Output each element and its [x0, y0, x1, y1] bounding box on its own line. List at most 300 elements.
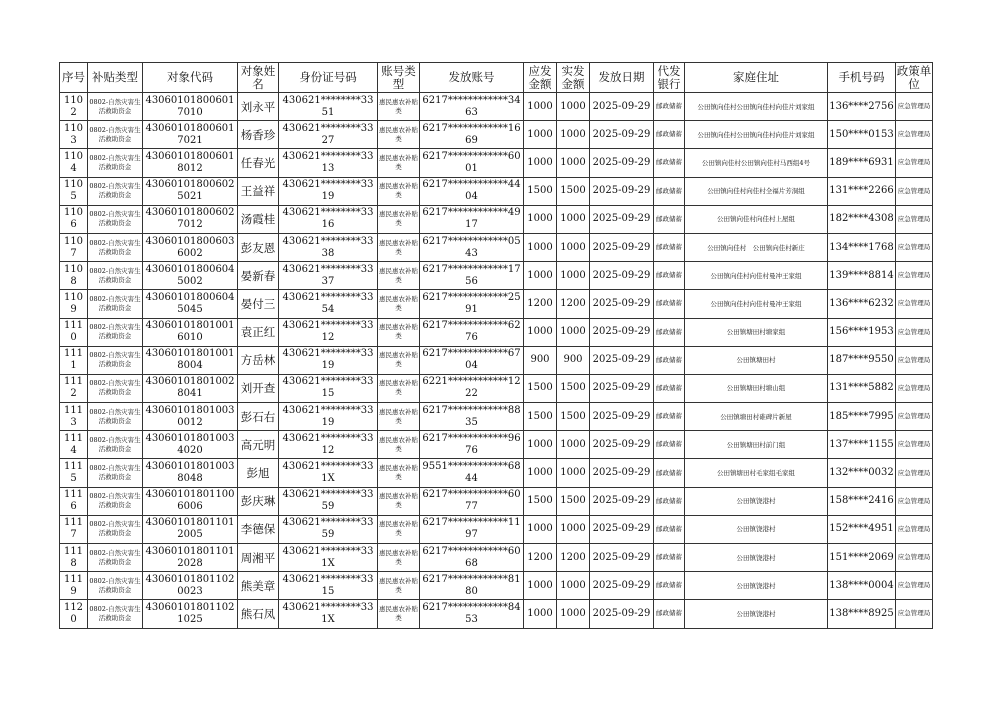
subsidy-type-text: 0802-自然灾害生活救助资金 [89, 153, 141, 171]
id-number-text: 430621********3319 [282, 404, 374, 428]
name-text: 彭石右 [240, 409, 276, 424]
name-cell [238, 205, 279, 233]
object-code-text: 430601018011012028 [145, 545, 235, 569]
paid-amount-text: 1000 [560, 156, 586, 168]
object-code-text: 430601018006018012 [145, 150, 235, 174]
pay-date-text: 2025-09-29 [592, 410, 651, 422]
name-cell [238, 233, 279, 261]
table-row [60, 572, 933, 600]
policy-unit-cell [896, 374, 933, 402]
object-code-cell [143, 459, 238, 487]
account-type-text: 惠民惠农补贴类 [379, 407, 418, 425]
pay-date-text: 2025-09-29 [592, 100, 651, 112]
policy-unit-text: 应急管理局 [897, 158, 931, 167]
account-type-cell [378, 431, 420, 459]
payable-amount-text: 1200 [527, 297, 553, 309]
serial-text: 1113 [63, 404, 84, 428]
payable-amount-text: 1000 [527, 607, 553, 619]
table-row [60, 121, 933, 149]
serial-text: 1105 [63, 179, 84, 203]
account-number-text: 6217************1669 [422, 122, 521, 146]
id-number-text: 430621********3327 [282, 122, 374, 146]
serial-text: 1102 [63, 94, 84, 118]
address-cell [685, 121, 828, 149]
serial-text: 1107 [63, 235, 84, 259]
paid-amount-cell [557, 374, 590, 402]
serial-cell [60, 515, 88, 543]
policy-unit-text: 应急管理局 [897, 524, 931, 533]
phone-text: 139****8814 [829, 269, 894, 281]
paid-amount-cell [557, 544, 590, 572]
phone-text: 152****4951 [829, 523, 894, 535]
payable-amount-cell [524, 487, 557, 515]
policy-unit-cell [896, 290, 933, 318]
paid-amount-text: 1000 [560, 579, 586, 591]
name-cell [238, 149, 279, 177]
serial-cell [60, 431, 88, 459]
name-cell [238, 544, 279, 572]
policy-unit-text: 应急管理局 [897, 214, 931, 223]
address-text: 公田镇饶港村 [736, 525, 776, 534]
object-code-cell [143, 262, 238, 290]
payable-amount-cell [524, 93, 557, 121]
name-cell [238, 318, 279, 346]
name-cell [238, 262, 279, 290]
phone-text: 156****1953 [829, 326, 894, 338]
policy-unit-text: 应急管理局 [897, 299, 931, 308]
serial-cell [60, 205, 88, 233]
table-row [60, 403, 933, 431]
header-cell: 补贴类型 [88, 63, 143, 93]
account-type-cell [378, 318, 420, 346]
table-row [60, 346, 933, 374]
subsidy-type-text: 0802-自然灾害生活救助资金 [89, 294, 141, 312]
subsidy-type-cell [88, 121, 143, 149]
paid-amount-cell [557, 487, 590, 515]
payable-amount-cell [524, 459, 557, 487]
bank-cell [654, 346, 685, 374]
object-code-text: 430601018006017021 [145, 122, 235, 146]
header-cell: 实发金额 [557, 63, 590, 93]
id-number-text: 430621********3313 [282, 150, 374, 174]
name-cell [238, 487, 279, 515]
policy-unit-text: 应急管理局 [897, 609, 931, 618]
subsidy-type-cell [88, 403, 143, 431]
payable-amount-cell [524, 205, 557, 233]
bank-text: 邮政储蓄 [656, 383, 682, 392]
serial-text: 1117 [63, 517, 84, 541]
account-type-text: 惠民惠农补贴类 [379, 323, 418, 341]
account-type-text: 惠民惠农补贴类 [379, 520, 418, 538]
bank-cell [654, 600, 685, 628]
bank-cell [654, 318, 685, 346]
id-number-cell [279, 346, 378, 374]
account-type-text: 惠民惠农补贴类 [379, 379, 418, 397]
subsidy-type-text: 0802-自然灾害生活救助资金 [89, 323, 141, 341]
pay-date-cell [590, 318, 654, 346]
pay-date-text: 2025-09-29 [592, 467, 651, 479]
address-cell [685, 233, 828, 261]
serial-text: 1120 [63, 601, 84, 625]
payable-amount-text: 1000 [527, 269, 553, 281]
subsidy-type-text: 0802-自然灾害生活救助资金 [89, 182, 141, 200]
account-number-text: 6217************3463 [422, 94, 521, 118]
account-type-text: 惠民惠农补贴类 [379, 548, 418, 566]
name-text: 熊石凤 [240, 606, 276, 621]
account-number-cell [420, 290, 524, 318]
address-cell [685, 487, 828, 515]
bank-text: 邮政储蓄 [656, 468, 682, 477]
policy-unit-cell [896, 121, 933, 149]
bank-text: 邮政储蓄 [656, 186, 682, 195]
id-number-text: 430621********3312 [282, 432, 374, 456]
payable-amount-cell [524, 600, 557, 628]
pay-date-text: 2025-09-29 [592, 213, 651, 225]
table-row [60, 487, 933, 515]
serial-text: 1106 [63, 207, 84, 231]
account-number-cell [420, 544, 524, 572]
pay-date-cell [590, 262, 654, 290]
phone-text: 131****2266 [829, 185, 894, 197]
account-type-cell [378, 459, 420, 487]
serial-text: 1116 [63, 489, 84, 513]
object-code-text: 430601018006017010 [145, 94, 235, 118]
address-text: 公田镇塘田村 [736, 356, 776, 365]
name-text: 李德保 [240, 522, 276, 537]
paid-amount-text: 1500 [560, 410, 586, 422]
policy-unit-cell [896, 262, 933, 290]
policy-unit-cell [896, 544, 933, 572]
object-code-text: 430601018010030012 [145, 404, 235, 428]
payable-amount-cell [524, 403, 557, 431]
serial-text: 1110 [63, 320, 84, 344]
account-number-cell [420, 515, 524, 543]
pay-date-cell [590, 205, 654, 233]
payable-amount-text: 1000 [527, 523, 553, 535]
id-number-text: 430621********3315 [282, 376, 374, 400]
policy-unit-text: 应急管理局 [897, 412, 931, 421]
payable-amount-cell [524, 374, 557, 402]
subsidy-type-text: 0802-自然灾害生活救助资金 [89, 407, 141, 425]
object-code-text: 430601018010018004 [145, 348, 235, 372]
phone-cell [828, 149, 896, 177]
pay-date-cell [590, 233, 654, 261]
account-number-cell [420, 177, 524, 205]
paid-amount-cell [557, 403, 590, 431]
phone-cell [828, 431, 896, 459]
address-text: 公田镇塘田村前门组 [726, 440, 786, 449]
bank-cell [654, 121, 685, 149]
table-row [60, 262, 933, 290]
bank-cell [654, 262, 685, 290]
payable-amount-cell [524, 431, 557, 459]
phone-text: 136****2756 [829, 100, 894, 112]
subsidy-type-text: 0802-自然灾害生活救助资金 [89, 520, 141, 538]
name-text: 彭庆琳 [240, 494, 276, 509]
serial-cell [60, 233, 88, 261]
pay-date-text: 2025-09-29 [592, 269, 651, 281]
account-type-text: 惠民惠农补贴类 [379, 182, 418, 200]
pay-date-text: 2025-09-29 [592, 495, 651, 507]
name-cell [238, 93, 279, 121]
name-cell [238, 459, 279, 487]
policy-unit-cell [896, 459, 933, 487]
bank-text: 邮政储蓄 [656, 412, 682, 421]
name-cell [238, 515, 279, 543]
payable-amount-text: 1000 [527, 156, 553, 168]
account-number-cell [420, 233, 524, 261]
phone-cell [828, 515, 896, 543]
bank-text: 邮政储蓄 [656, 524, 682, 533]
bank-cell [654, 431, 685, 459]
account-number-cell [420, 205, 524, 233]
account-type-cell [378, 93, 420, 121]
pay-date-text: 2025-09-29 [592, 241, 651, 253]
paid-amount-cell [557, 318, 590, 346]
phone-text: 189****6931 [829, 156, 894, 168]
serial-cell [60, 346, 88, 374]
bank-cell [654, 290, 685, 318]
bank-cell [654, 487, 685, 515]
payable-amount-cell [524, 262, 557, 290]
bank-cell [654, 177, 685, 205]
payable-amount-text: 1000 [527, 467, 553, 479]
object-code-text: 430601018010016010 [145, 320, 235, 344]
bank-text: 邮政储蓄 [656, 102, 682, 111]
policy-unit-cell [896, 93, 933, 121]
name-cell [238, 346, 279, 374]
policy-unit-cell [896, 600, 933, 628]
account-type-text: 惠民惠农补贴类 [379, 492, 418, 510]
policy-unit-cell [896, 572, 933, 600]
policy-unit-cell [896, 205, 933, 233]
object-code-cell [143, 177, 238, 205]
phone-cell [828, 205, 896, 233]
pay-date-text: 2025-09-29 [592, 185, 651, 197]
subsidy-type-text: 0802-自然灾害生活救助资金 [89, 351, 141, 369]
serial-cell [60, 374, 88, 402]
id-number-text: 430621********3354 [282, 291, 374, 315]
account-number-cell [420, 600, 524, 628]
header-cell: 对象姓名 [238, 63, 279, 93]
table-row [60, 600, 933, 628]
pay-date-cell [590, 600, 654, 628]
id-number-cell [279, 290, 378, 318]
account-type-cell [378, 572, 420, 600]
bank-cell [654, 374, 685, 402]
subsidy-type-cell [88, 374, 143, 402]
phone-text: 151****2069 [829, 551, 894, 563]
address-cell [685, 515, 828, 543]
object-code-text: 430601018006045045 [145, 291, 235, 315]
bank-text: 邮政储蓄 [656, 327, 682, 336]
payable-amount-cell [524, 318, 557, 346]
table-row [60, 515, 933, 543]
bank-text: 邮政储蓄 [656, 496, 682, 505]
subsidy-type-text: 0802-自然灾害生活救助资金 [89, 492, 141, 510]
bank-text: 邮政储蓄 [656, 355, 682, 364]
account-number-text: 6217************4917 [422, 207, 521, 231]
paid-amount-text: 1000 [560, 523, 586, 535]
bank-text: 邮政储蓄 [656, 271, 682, 280]
subsidy-type-text: 0802-自然灾害生活救助资金 [89, 97, 141, 115]
object-code-cell [143, 121, 238, 149]
address-text: 公田镇塘田村塘山组 [726, 384, 786, 393]
account-number-text: 6217************1756 [422, 263, 521, 287]
id-number-text: 430621********3319 [282, 348, 374, 372]
account-type-cell [378, 149, 420, 177]
bank-cell [654, 403, 685, 431]
account-number-cell [420, 487, 524, 515]
name-cell [238, 177, 279, 205]
pay-date-text: 2025-09-29 [592, 579, 651, 591]
object-code-cell [143, 403, 238, 431]
pay-date-text: 2025-09-29 [592, 326, 651, 338]
account-number-text: 9551************6844 [422, 461, 521, 485]
serial-cell [60, 149, 88, 177]
pay-date-text: 2025-09-29 [592, 128, 651, 140]
id-number-text: 430621********3359 [282, 489, 374, 513]
name-cell [238, 403, 279, 431]
address-cell [685, 459, 828, 487]
payable-amount-text: 1000 [527, 128, 553, 140]
object-code-text: 430601018011020023 [145, 573, 235, 597]
account-type-text: 惠民惠农补贴类 [379, 266, 418, 284]
payable-amount-cell [524, 515, 557, 543]
subsidy-type-cell [88, 431, 143, 459]
header-cell: 应发金额 [524, 63, 557, 93]
policy-unit-text: 应急管理局 [897, 130, 931, 139]
name-text: 周湘平 [240, 550, 276, 565]
id-number-cell [279, 487, 378, 515]
bank-text: 邮政储蓄 [656, 243, 682, 252]
payable-amount-text: 1000 [527, 579, 553, 591]
address-text: 公田镇向佳村 公田镇向佳村新庄 [707, 243, 805, 252]
table-row [60, 205, 933, 233]
bank-cell [654, 544, 685, 572]
address-text: 公田镇饶港村 [736, 581, 776, 590]
bank-text: 邮政储蓄 [656, 214, 682, 223]
phone-cell [828, 318, 896, 346]
subsidy-type-cell [88, 290, 143, 318]
policy-unit-text: 应急管理局 [897, 383, 931, 392]
phone-text: 185****7995 [829, 410, 894, 422]
bank-cell [654, 572, 685, 600]
account-number-text: 6217************1197 [422, 517, 521, 541]
object-code-text: 430601018011021025 [145, 601, 235, 625]
object-code-cell [143, 544, 238, 572]
phone-cell [828, 403, 896, 431]
name-text: 彭旭 [246, 466, 270, 481]
id-number-cell [279, 318, 378, 346]
bank-cell [654, 93, 685, 121]
header-cell: 手机号码 [828, 63, 896, 93]
account-number-text: 6217************6001 [422, 150, 521, 174]
phone-cell [828, 459, 896, 487]
subsidy-type-text: 0802-自然灾害生活救助资金 [89, 576, 141, 594]
object-code-text: 430601018006036002 [145, 235, 235, 259]
id-number-text: 430621********3312 [282, 320, 374, 344]
policy-unit-cell [896, 149, 933, 177]
paid-amount-cell [557, 600, 590, 628]
subsidy-type-cell [88, 487, 143, 515]
pay-date-cell [590, 431, 654, 459]
pay-date-text: 2025-09-29 [592, 523, 651, 535]
account-type-cell [378, 177, 420, 205]
account-type-text: 惠民惠农补贴类 [379, 97, 418, 115]
object-code-cell [143, 318, 238, 346]
pay-date-text: 2025-09-29 [592, 354, 651, 366]
policy-unit-cell [896, 403, 933, 431]
id-number-cell [279, 403, 378, 431]
serial-cell [60, 403, 88, 431]
serial-text: 1119 [63, 573, 84, 597]
account-type-cell [378, 346, 420, 374]
name-cell [238, 121, 279, 149]
pay-date-cell [590, 177, 654, 205]
id-number-cell [279, 572, 378, 600]
subsidy-type-cell [88, 600, 143, 628]
table-row [60, 149, 933, 177]
account-number-text: 6217************8180 [422, 573, 521, 597]
header-cell: 发放账号 [420, 63, 524, 93]
serial-cell [60, 121, 88, 149]
bank-cell [654, 459, 685, 487]
subsidy-type-cell [88, 149, 143, 177]
account-number-cell [420, 93, 524, 121]
id-number-cell [279, 177, 378, 205]
table-row [60, 318, 933, 346]
paid-amount-cell [557, 121, 590, 149]
account-number-cell [420, 149, 524, 177]
payable-amount-cell [524, 121, 557, 149]
account-type-text: 惠民惠农补贴类 [379, 576, 418, 594]
serial-text: 1104 [63, 150, 84, 174]
payable-amount-text: 900 [530, 354, 550, 366]
header-cell: 政策单位 [896, 63, 932, 91]
serial-text: 1112 [63, 376, 84, 400]
bank-text: 邮政储蓄 [656, 553, 682, 562]
table-row [60, 374, 933, 402]
name-cell [238, 290, 279, 318]
policy-unit-text: 应急管理局 [897, 243, 931, 252]
id-number-text: 430621********3359 [282, 517, 374, 541]
object-code-text: 430601018006025021 [145, 179, 235, 203]
pay-date-cell [590, 93, 654, 121]
id-number-cell [279, 431, 378, 459]
address-text: 公田镇塘田村碓碑片新屋 [720, 412, 792, 421]
policy-unit-cell [896, 487, 933, 515]
phone-text: 138****0004 [829, 579, 894, 591]
account-number-text: 6217************9676 [422, 432, 521, 456]
bank-text: 邮政储蓄 [656, 440, 682, 449]
address-text: 公田镇向佳村公田镇向佳村向佳片刘家组 [697, 130, 815, 139]
id-number-cell [279, 544, 378, 572]
table-row [60, 93, 933, 121]
payable-amount-text: 1500 [527, 382, 553, 394]
bank-text: 邮政储蓄 [656, 581, 682, 590]
payable-amount-cell [524, 149, 557, 177]
subsidy-type-text: 0802-自然灾害生活救助资金 [89, 379, 141, 397]
subsidy-type-cell [88, 177, 143, 205]
subsidy-type-cell [88, 233, 143, 261]
payable-amount-cell [524, 346, 557, 374]
serial-text: 1114 [63, 432, 84, 456]
pay-date-cell [590, 515, 654, 543]
address-text: 公田镇向佳村公田镇向佳村马西组4号 [701, 158, 811, 167]
account-number-text: 6217************8835 [422, 404, 521, 428]
table-row [60, 290, 933, 318]
